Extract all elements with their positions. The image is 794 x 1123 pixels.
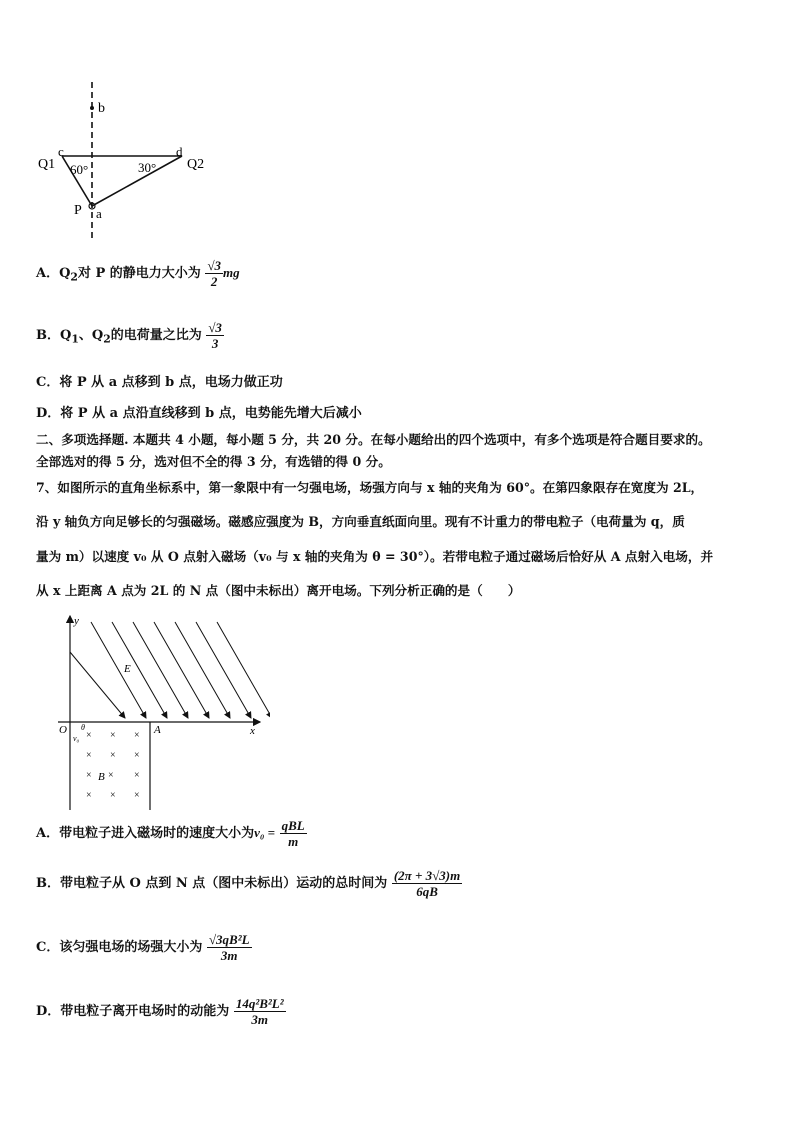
q7-line-2: 沿 y 轴负方向足够长的匀强磁场。磁感应强度为 B，方向垂直纸面向里。现有不计重力的带电粒子（电荷量为 q，质	[36, 514, 685, 529]
b-field-cross: ×	[86, 770, 92, 781]
electric-field-lines	[70, 622, 270, 718]
option-6d: D．将 P 从 a 点沿直线移到 b 点，电势能先增大后减小	[36, 406, 362, 421]
e-field-line	[70, 652, 125, 718]
e-field-line	[196, 622, 251, 718]
e-field-line	[217, 622, 270, 718]
b-field-cross: ×	[134, 770, 140, 781]
q7-line-1: 7、如图所示的直角坐标系中，第一象限中有一匀强电场，场强方向与 x 轴的夹角为 60°。在第四象限存在宽度为 2L，	[36, 480, 704, 495]
b-field-cross: ×	[108, 770, 114, 781]
label-theta: θ	[81, 723, 85, 732]
e-field-line	[175, 622, 230, 718]
b-field-cross: ×	[86, 730, 92, 741]
b-field-cross: ×	[86, 750, 92, 761]
b-field-cross: ×	[110, 750, 116, 761]
b-field-cross: ×	[134, 730, 140, 741]
b-field-cross: ×	[110, 790, 116, 801]
label-a-point: A	[154, 724, 161, 736]
label-e-field: E	[124, 663, 131, 675]
section-2-line-1: 二、多项选择题. 本题共 4 小题，每小题 5 分，共 20 分。在每小题给出的四个选项中，有多个选项是符合题目要求的。	[36, 432, 711, 447]
option-6c: C．将 P 从 a 点移到 b 点，电场力做正功	[36, 375, 283, 390]
e-field-line	[154, 622, 209, 718]
option-7c: C．该匀强电场的场强大小为 $\frac{\text{√3qB²L}}{3m}$	[36, 932, 250, 963]
label-b-field: B	[98, 771, 105, 783]
label-q1: Q1	[38, 157, 56, 172]
label-a: a	[96, 206, 102, 221]
option-7d: D．带电粒子离开电场时的动能为 $\frac{\text{14q²B²L²}}{3m}$	[36, 996, 284, 1027]
option-6b: B．$Q_1$、$Q_2$的电荷量之比为 $\frac{√3}{3}$	[36, 320, 222, 351]
option-7a: A．带电粒子进入磁场时的速度大小为v₀ = $\frac{\text{qBL}}{m}$	[36, 818, 305, 849]
label-v0: v₀	[73, 734, 80, 743]
label-c: c	[58, 144, 64, 159]
b-field-cross: ×	[110, 730, 116, 741]
label-p: P	[74, 203, 82, 218]
e-field-line	[112, 622, 167, 718]
q7-line-4: 从 x 上距离 A 点为 2L 的 N 点（图中未标出）离开电场。下列分析正确的是（ ）	[36, 583, 521, 598]
b-field-cross: ×	[134, 750, 140, 761]
e-field-line	[91, 622, 146, 718]
e-field-line	[133, 622, 188, 718]
label-x: x	[250, 725, 255, 737]
label-d: d	[176, 144, 183, 159]
figure-fields	[54, 612, 270, 812]
option-7b: B．带电粒子从 O 点到 N 点（图中未标出）运动的总时间为 $\frac{(2\pi + 3√3)m}{6qB}$	[36, 868, 461, 899]
point-b	[90, 106, 94, 110]
segment-da	[92, 156, 182, 206]
b-field-cross: ×	[86, 790, 92, 801]
label-origin: O	[59, 724, 67, 736]
magnetic-field-crosses	[86, 730, 140, 801]
label-angle-30: 30°	[138, 160, 157, 175]
figure-charges	[36, 82, 216, 244]
label-b: b	[98, 101, 105, 116]
label-q2: Q2	[187, 157, 205, 172]
label-y: y	[74, 615, 79, 627]
label-angle-60: 60°	[70, 162, 89, 177]
option-6a: A．$Q_2$对 P 的静电力大小为 $\frac{√3}{2}$ mg	[36, 258, 240, 289]
section-2-line-2: 全部选对的得 5 分，选对但不全的得 3 分，有选错的得 0 分。	[36, 454, 391, 469]
q7-line-3: 量为 m）以速度 v₀ 从 O 点射入磁场（v₀ 与 x 轴的夹角为 θ = 30°）。若带电粒子通过磁场后恰好从 A 点射入电场，并	[36, 549, 714, 564]
b-field-cross: ×	[134, 790, 140, 801]
